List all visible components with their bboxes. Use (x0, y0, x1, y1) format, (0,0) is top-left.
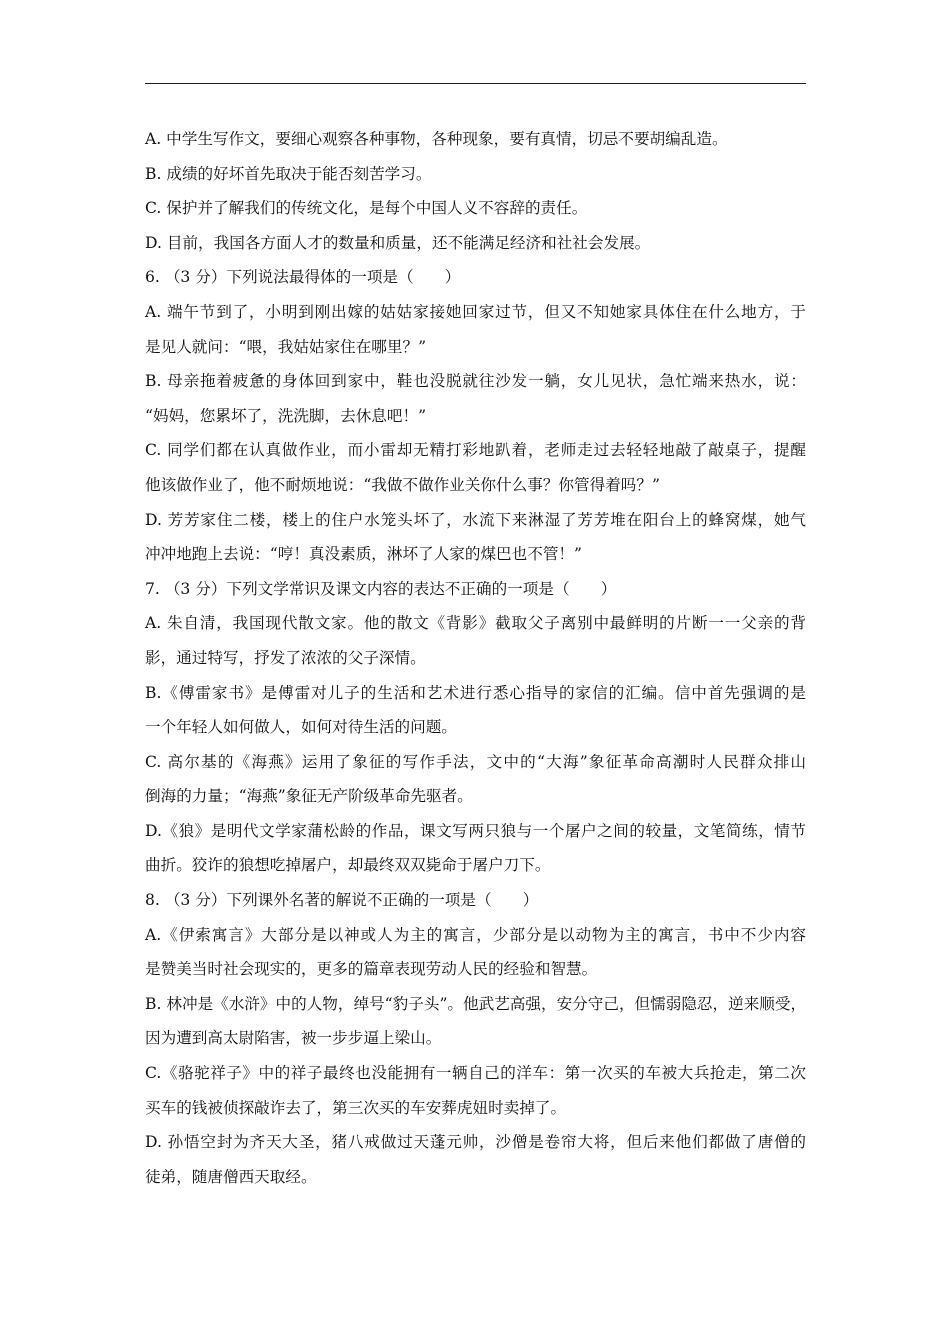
header-rule (145, 83, 806, 84)
q7-option-c-line1: C. 高尔基的《海燕》运用了象征的写作手法，文中的“大海”象征革命高潮时人民群众排山 (145, 752, 806, 771)
q8-option-c-line1: C.《骆驼祥子》中的祥子最终也没能拥有一辆自己的洋车：第一次买的车被大兵抢走，第二次 (145, 1064, 806, 1083)
q8-option-b-line2: 因为遭到高太尉陷害，被一步步逼上梁山。 (145, 1029, 442, 1048)
q8-option-c-line2: 买车的钱被侦探敲诈去了，第三次买的车安葬虎妞时卖掉了。 (145, 1098, 567, 1117)
q7-option-c-line2: 倒海的力量；“海燕”象征无产阶级革命先驱者。 (145, 787, 473, 806)
q7-option-b-line1: B.《傅雷家书》是傅雷对儿子的生活和艺术进行悉心指导的家信的汇编。信中首先强调的是 (145, 683, 806, 702)
q7-option-d-line2: 曲折。狡诈的狼想吃掉屠户，却最终双双毙命于屠户刀下。 (145, 856, 551, 875)
q7-option-d-line1: D.《狼》是明代文学家蒲松龄的作品，课文写两只狼与一个屠户之间的较量，文笔简练，情节 (145, 821, 806, 840)
q6-option-c-line2: 他该做作业了，他不耐烦地说：“我做不做作业关你什么事？你管得着吗？” (145, 475, 660, 494)
q7-option-a-line1: A. 朱自清，我国现代散文家。他的散文《背影》截取父子离别中最鲜明的片断一一父亲的背 (145, 614, 806, 633)
q6-option-c-line1: C. 同学们都在认真做作业，而小雷却无精打彩地趴着，老师走过去轻轻地敲了敲桌子，提醒 (145, 441, 806, 460)
q6-option-b-line1: B. 母亲拖着疲惫的身体回到家中，鞋也没脱就往沙发一躺，女儿见状，急忙端来热水，说： (145, 372, 806, 391)
q6-option-a-line2: 是见人就问：“喂，我姑姑家住在哪里？” (145, 337, 427, 356)
q6-option-a-line1: A. 端午节到了，小明到刚出嫁的姑姑家接她回家过节，但又不知她家具体住在什么地方，于 (145, 302, 806, 321)
q6-option-d-line2: 冲冲地跑上去说：“哼！真没素质，淋坏了人家的煤巴也不管！” (145, 545, 582, 564)
q8-option-a-line1: A.《伊索寓言》大部分是以神或人为主的寓言，少部分是以动物为主的寓言，书中不少内容 (145, 925, 806, 944)
question-content (145, 122, 806, 1194)
q8-option-d-line2: 徒弟，随唐僧西天取经。 (145, 1167, 317, 1186)
q8-option-d-line1: D. 孙悟空封为齐天大圣，猪八戒做过天蓬元帅，沙僧是卷帘大将，但后来他们都做了唐僧的 (145, 1133, 806, 1152)
q8-option-b-line1: B. 林冲是《水浒》中的人物，绰号“豹子头”。他武艺高强，安分守己，但懦弱隐忍，逆来顺受， (145, 994, 807, 1013)
q5-option-a: A. 中学生写作文，要细心观察各种事物，各种现象，要有真情，切忌不要胡编乱造。 (145, 130, 728, 148)
q7-option-a-line2: 影，通过特写，抒发了浓浓的父子深情。 (145, 648, 426, 667)
q6-option-d-line1: D. 芳芳家住二楼，楼上的住户水笼头坏了，水流下来淋湿了芳芳堆在阳台上的蜂窝煤，她气 (145, 510, 806, 529)
q5-option-b: B. 成绩的好坏首先取决于能否刻苦学习。 (145, 164, 432, 183)
q7-stem: 7. （3 分）下列文学常识及课文内容的表达不正确的一项是（ ） (145, 579, 617, 598)
q8-stem: 8. （3 分）下列课外名著的解说不正确的一项是（ ） (145, 891, 539, 910)
q6-stem: 6. （3 分）下列说法最得体的一项是（ ） (145, 268, 461, 287)
q5-option-c: C. 保护并了解我们的传统文化，是每个中国人义不容辞的责任。 (145, 199, 588, 218)
q5-option-d: D. 目前，我国各方面人才的数量和质量，还不能满足经济和社社会发展。 (145, 233, 651, 252)
q7-option-b-line2: 一个年轻人如何做人，如何对待生活的问题。 (145, 718, 457, 737)
q8-option-a-line2: 是赞美当时社会现实的，更多的篇章表现劳动人民的经验和智慧。 (145, 960, 598, 979)
q6-option-b-line2: “妈妈，您累坏了，洗洗脚，去休息吧！” (145, 406, 427, 425)
